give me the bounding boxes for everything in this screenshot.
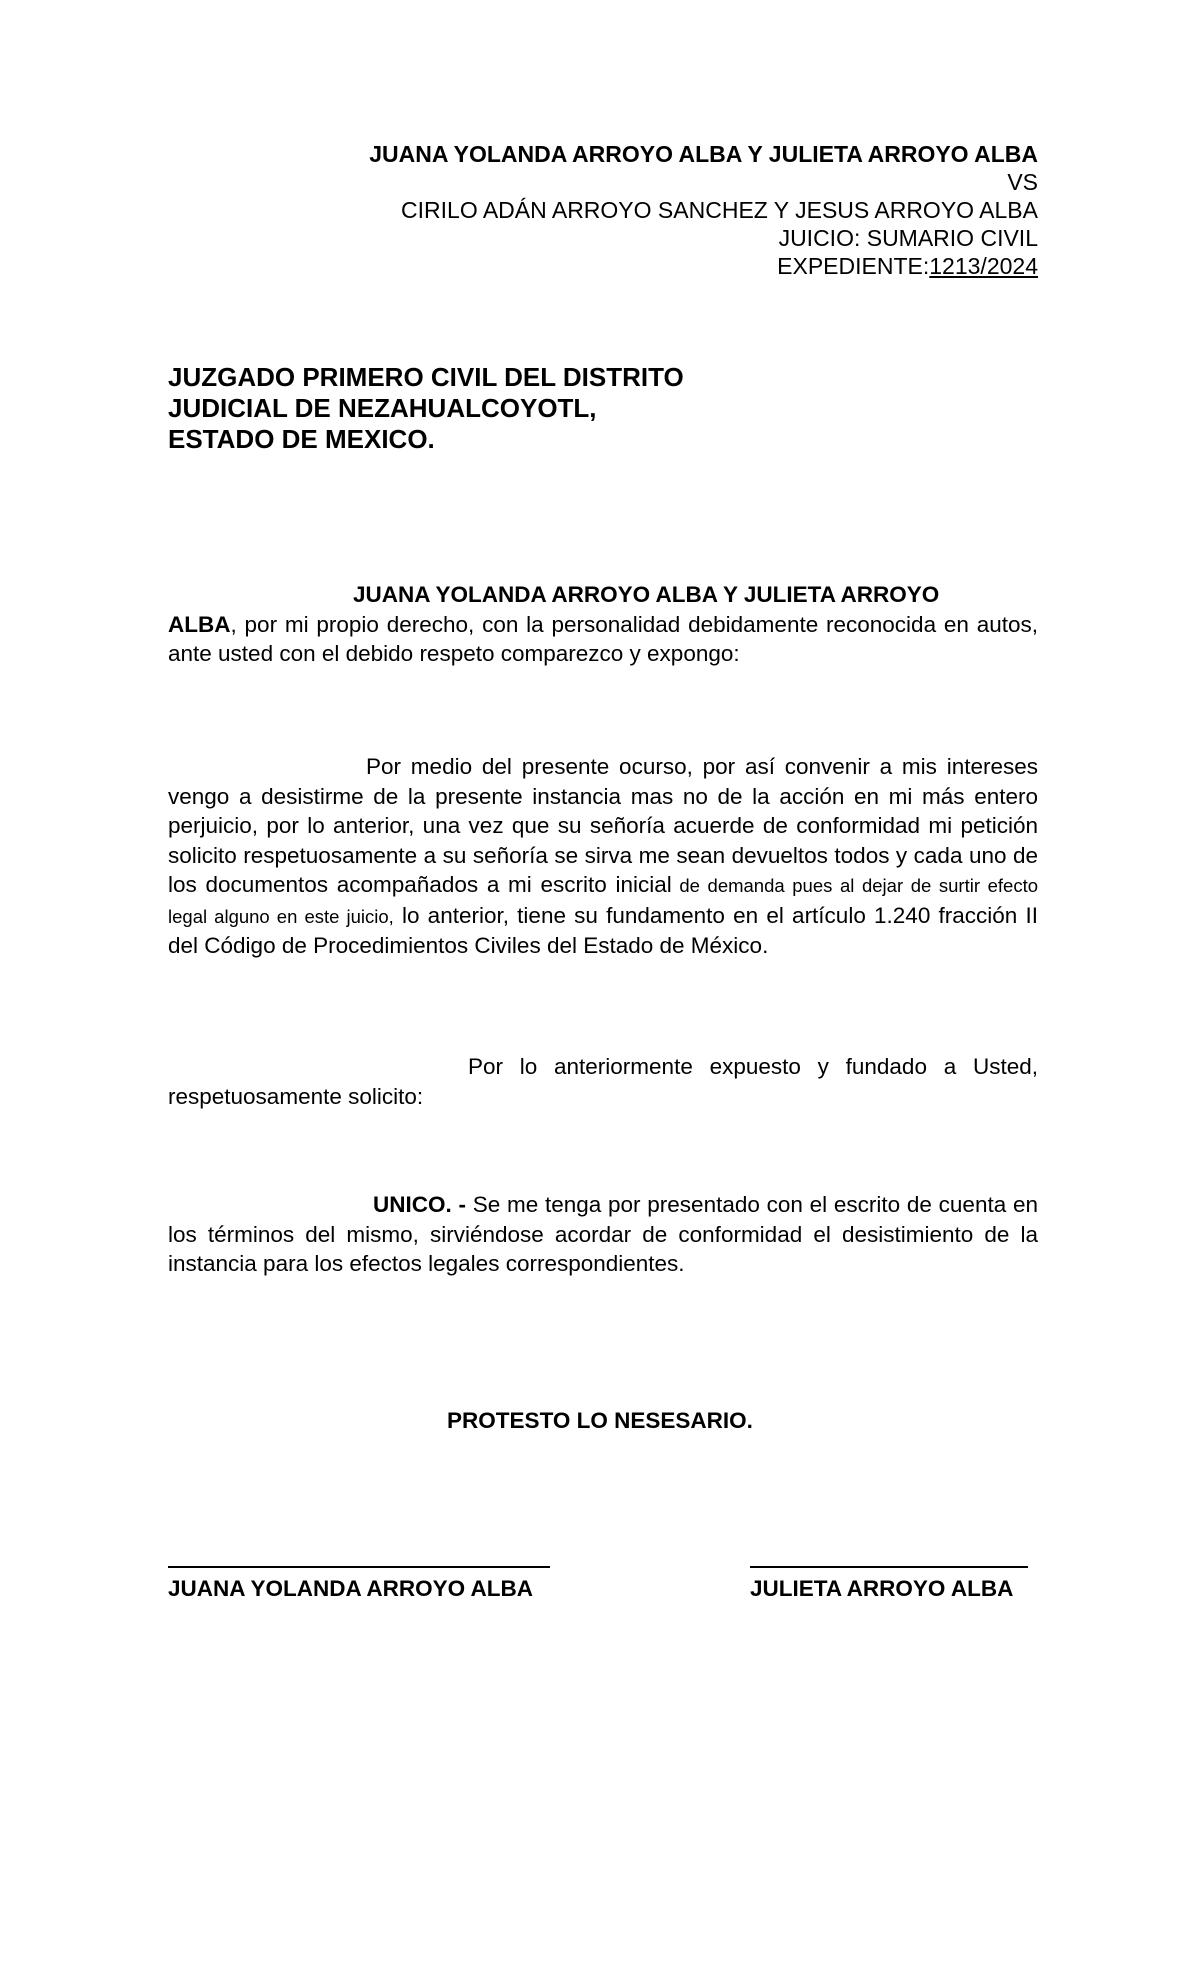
body-text-main: Por medio del presente ocurso, por así convenir a mis intereses vengo a desistirme de la presente instancia mas no de la acción en mi más entero perjuicio, por lo anterior, una vez que su señoría acuerde de conformidad mi petición solicito respetuosamente a su señoría se sirva me sean devueltos todos y cada uno de los documentos acompañados a mi escrito inicial <box>168 754 1038 897</box>
intro-name-part1: JUANA YOLANDA ARROYO ALBA Y JULIETA ARROYO <box>353 582 940 607</box>
intro-text: , por mi propio derecho, con la personalidad debidamente reconocida en autos, ante usted con el debido respeto comparezco y expongo: <box>168 611 1038 666</box>
body-text-small: de demanda pues al dejar de surtir efecto legal alguno en este juicio, <box>168 875 1038 927</box>
signature-left <box>168 1566 550 1602</box>
request-paragraph <box>168 1052 1038 1111</box>
juicio-line: JUICIO: SUMARIO CIVIL <box>778 225 1038 251</box>
signature-line-right <box>750 1566 1028 1568</box>
body-paragraph <box>168 752 1038 961</box>
closing-protesto: PROTESTO LO NESESARIO. <box>447 1408 753 1433</box>
defendants-line: CIRILO ADÁN ARROYO SANCHEZ Y JESUS ARROYO ALBA <box>401 197 1038 223</box>
body-text-end: lo anterior, tiene su fundamento en el artículo 1.240 fracción II del Código de Procedimientos Civiles del Estado de México. <box>168 902 1038 958</box>
petition-text: Se me tenga por presentado con el escrito de cuenta en los términos del mismo, sirviéndose acordar de conformidad el desistimiento de la instancia para los efectos legales correspondientes. <box>168 1192 1038 1276</box>
intro-paragraph <box>168 580 1038 669</box>
expediente-label: EXPEDIENTE: <box>777 253 930 279</box>
court-line-3: ESTADO DE MEXICO. <box>168 424 435 454</box>
court-line-1: JUZGADO PRIMERO CIVIL DEL DISTRITO <box>168 362 684 392</box>
petition-label: UNICO. - <box>373 1192 466 1217</box>
case-header <box>369 140 1038 280</box>
petition-paragraph <box>168 1190 1038 1279</box>
signature-name-left: JUANA YOLANDA ARROYO ALBA <box>168 1576 534 1601</box>
plaintiffs-line: JUANA YOLANDA ARROYO ALBA Y JULIETA ARROYO ALBA <box>369 141 1038 167</box>
signature-line-left <box>168 1566 550 1568</box>
court-line-2: JUDICIAL DE NEZAHUALCOYOTL, <box>168 393 597 423</box>
signature-name-right: JULIETA ARROYO ALBA <box>750 1576 1014 1601</box>
expediente-number: 1213/2024 <box>929 253 1038 279</box>
intro-name-part2: ALBA <box>168 611 231 637</box>
request-text: Por lo anteriormente expuesto y fundado a Usted, respetuosamente solicito: <box>168 1054 1038 1109</box>
court-address <box>168 362 684 455</box>
expediente-line <box>369 252 1038 280</box>
versus-line: VS <box>1007 169 1038 195</box>
signature-right <box>750 1566 1028 1602</box>
